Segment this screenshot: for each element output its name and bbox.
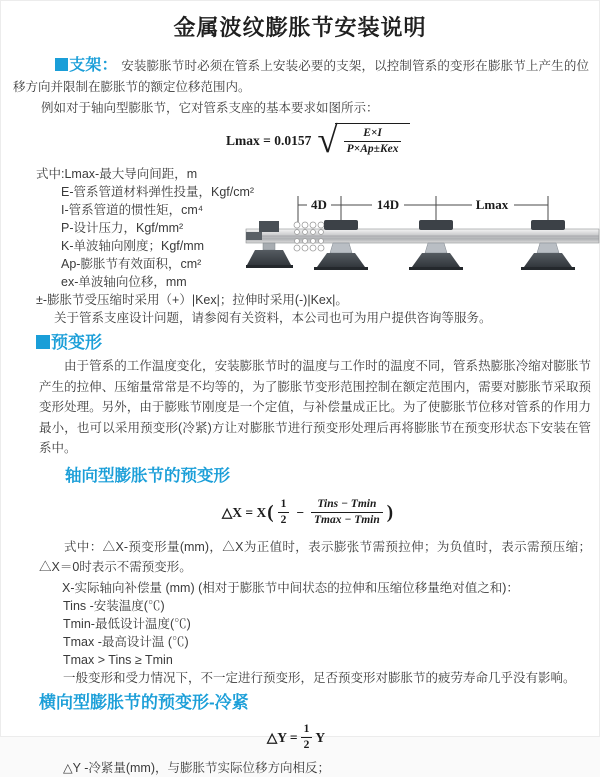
lmax-fraction-numerator: E×I [344, 127, 402, 142]
section-marker-icon [36, 335, 50, 349]
parameter-line: Tmax > Tins ≥ Tmin [63, 652, 173, 667]
parameter-line: Tmax -最高设计温 (℃) [63, 634, 189, 649]
sqrt-body [335, 123, 411, 156]
definition-line: Ap-膨胀节有效面积，cm² [61, 257, 202, 271]
formula3-rhs: Y [315, 729, 326, 745]
axial-parameter-list [63, 579, 591, 687]
page-title: 金属波纹膨胀节安装说明 [173, 15, 427, 40]
support-section-label [55, 57, 118, 74]
right-paren: ) [386, 502, 394, 523]
anchor-support [246, 221, 293, 268]
one-half-fraction: $\frac{1}{2}$ [278, 498, 290, 527]
support-spacing-diagram [246, 191, 599, 283]
lmax-formula [226, 121, 599, 161]
dim-label-14d: 14D [376, 197, 400, 212]
support-intro-paragraph [13, 55, 589, 98]
support-label-text: 支架： [69, 57, 118, 74]
lateral-predeform-formula [267, 721, 325, 755]
predeform-section-header [36, 333, 599, 353]
definition-line: P-设计压力，Kgf/mm² [61, 221, 184, 235]
left-paren: ( [267, 502, 274, 523]
parameter-line: Tmin-最低设计温度(℃) [63, 616, 191, 631]
lmax-fraction [344, 127, 402, 156]
pipe-diagram-svg [246, 191, 599, 283]
support-note-line: 关于管系支座设计问题，请参阅有关资料，本公司也可为用户提供咨询等服务。 [54, 311, 492, 325]
pipe-support [521, 220, 575, 270]
lateral-formula-explanation: △Y -冷紧量(mm)，与膨胀节实际位移方向相反； [63, 760, 331, 775]
predeform-header-text: 预变形 [51, 333, 102, 352]
axial-predeform-formula [222, 493, 394, 533]
dim-label-4d: 4D [311, 197, 327, 212]
pipe-support [409, 220, 463, 270]
definition-line: I-管系管道的惯性矩，cm⁴ [61, 203, 204, 217]
definition-line: K-单波轴向刚度；Kgf/mm [61, 239, 205, 253]
temperature-fraction: $\frac{\text{Tins − Tmin}}{Tmax - Tmin}$ [311, 498, 383, 527]
lmax-fraction-denominator: P×Ap±Kex [346, 143, 399, 156]
support-example-line: 例如对于轴向型膨胀节，它对管系支座的基本要求如图所示： [41, 101, 379, 115]
lmax-formula-lhs: Lmax = 0.0157 [226, 133, 312, 148]
definition-line: ex-单波轴向位移，mm [61, 275, 187, 289]
definition-line: E-管系管道材料弹性投量，Kgf/cm² [61, 185, 255, 199]
axial-predeform-heading: 轴向型膨胀节的预变形 [65, 466, 230, 485]
definition-line: ±-膨胀节受压缩时采用（+）|Kex|；拉伸时采用(-)|Kex|。 [36, 293, 348, 307]
axial-formula-explanation: 式中：△X-预变形量(mm)，△X为正值时，表示膨张节需预拉伸；为负值时，表示需预压缩；△X＝0时表示不需预变形。 [39, 539, 591, 574]
formula3-lhs: △Y = [266, 729, 298, 745]
sqrt-radical [317, 120, 410, 161]
dim-label-lmax: Lmax [475, 197, 509, 212]
formula2-lhs: △X = X [221, 504, 267, 520]
sqrt-sign-glyph: √ [317, 120, 338, 161]
parameter-line: 一般变形和受力情况下，不一定进行预变形，足否预变形对膨胀节的疲劳寿命几乎没有影响。 [63, 670, 576, 685]
predeform-body-paragraph: 由于管系的工作温度变化，安装膨胀节时的温度与工作时的温度不同，管系热膨胀冷缩对膨胀节产生的拉伸、压缩量常常是不均等的，为了膨胀节变形范围控制在额定范围内，需要对膨胀节采取预变形处理。另外，由于膨账节刚度是一个定值，与补偿量成正比。为了使膨胀节位移对管系的作用力最小，也可以采用预变形(冷紧)方让对膨胀节进行预变形处理后再将膨胀节在预变形状态下安装在管系中。 [39, 359, 591, 455]
parameter-line: Tins -安装温度(℃) [63, 598, 165, 613]
section-marker-icon [55, 58, 68, 71]
definition-line: 式中:Lmax-最大导向间距，m [36, 167, 198, 181]
parameter-line: X-实际轴向补偿量 (mm) (相对于膨胀节中间状态的拉伸和压缩位移量绝对值之和)： [62, 580, 519, 595]
minus-sign: − [296, 504, 305, 520]
lateral-predeform-heading: 横向型膨胀节的预变形-冷紧 [39, 692, 249, 712]
support-intro-text: 安装膨胀节时必须在管系上安装必要的支架，以控制管系的变形在膨胀节上产生的位移方向并限制在膨胀节的额定位移范围内。 [13, 59, 589, 94]
one-half-fraction: $\frac{1}{2}$ [301, 723, 313, 752]
